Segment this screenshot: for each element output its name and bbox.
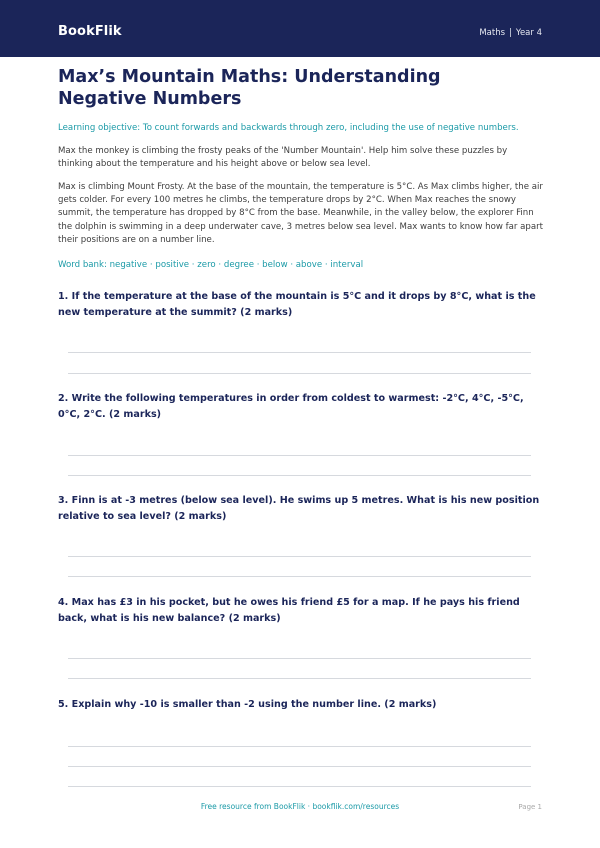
subject-label: Maths [479,28,506,38]
intro-paragraph: Max the monkey is climbing the frosty peaks of the 'Number Mountain'. Help him solve these puzzles by thinking about the temperature and his height above or below sea level. [58,146,508,170]
word-bank: Word bank: negative · positive · zero · degree · below · above · interval [58,260,364,270]
page-header [0,0,600,57]
year-label: Year 4 [515,28,542,38]
answer-line[interactable] [68,352,531,353]
answer-line[interactable] [68,786,531,787]
answer-line[interactable] [68,455,531,456]
question-4: 4. Max has £3 in his pocket, but he owes his friend £5 for a map. If he pays his friend back, what is his new balance? (2 marks) [58,597,520,624]
brand-logo[interactable]: BookFlik [58,24,122,39]
worksheet-title: Max’s Mountain Maths: Understanding Negative Numbers [58,67,441,109]
answer-line[interactable] [68,576,531,577]
header-meta [479,28,542,38]
footer-link[interactable]: Free resource from BookFlik · bookflik.com/resources [200,802,400,811]
answer-line[interactable] [68,678,531,679]
answer-line[interactable] [68,746,531,747]
learning-objective: Learning objective: To count forwards and backwards through zero, including the use of negative numbers. [58,123,519,133]
answer-line[interactable] [68,475,531,476]
answer-line[interactable] [68,373,531,374]
question-3: 3. Finn is at -3 metres (below sea level). He swims up 5 metres. What is his new position relative to sea level? (2 marks) [58,495,540,522]
question-5: 5. Explain why -10 is smaller than -2 using the number line. (2 marks) [58,699,437,710]
answer-line[interactable] [68,658,531,659]
page-number: Page 1 [518,803,542,811]
question-2: 2. Write the following temperatures in order from coldest to warmest: -2°C, 4°C, -5°C, 0°C, 2°C. (2 marks) [58,393,524,420]
meta-separator: | [509,28,512,38]
question-1: 1. If the temperature at the base of the mountain is 5°C and it drops by 8°C, what is the new temperature at the summit? (2 marks) [58,291,536,318]
answer-line[interactable] [68,766,531,767]
answer-line[interactable] [68,556,531,557]
story-paragraph: Max is climbing Mount Frosty. At the base of the mountain, the temperature is 5°C. As Max climbs higher, the air gets colder. For every 100 metres he climbs, the temperature drops by 2°C. When Max reaches the snowy summit, the temperature has dropped by 8°C from the base. Meanwhile, in the valley below, the explorer Finn the dolphin is swimming in a deep underwater cave, 3 metres below sea level. Max wants to know how far apart their positions are on a number line. [58,182,544,245]
